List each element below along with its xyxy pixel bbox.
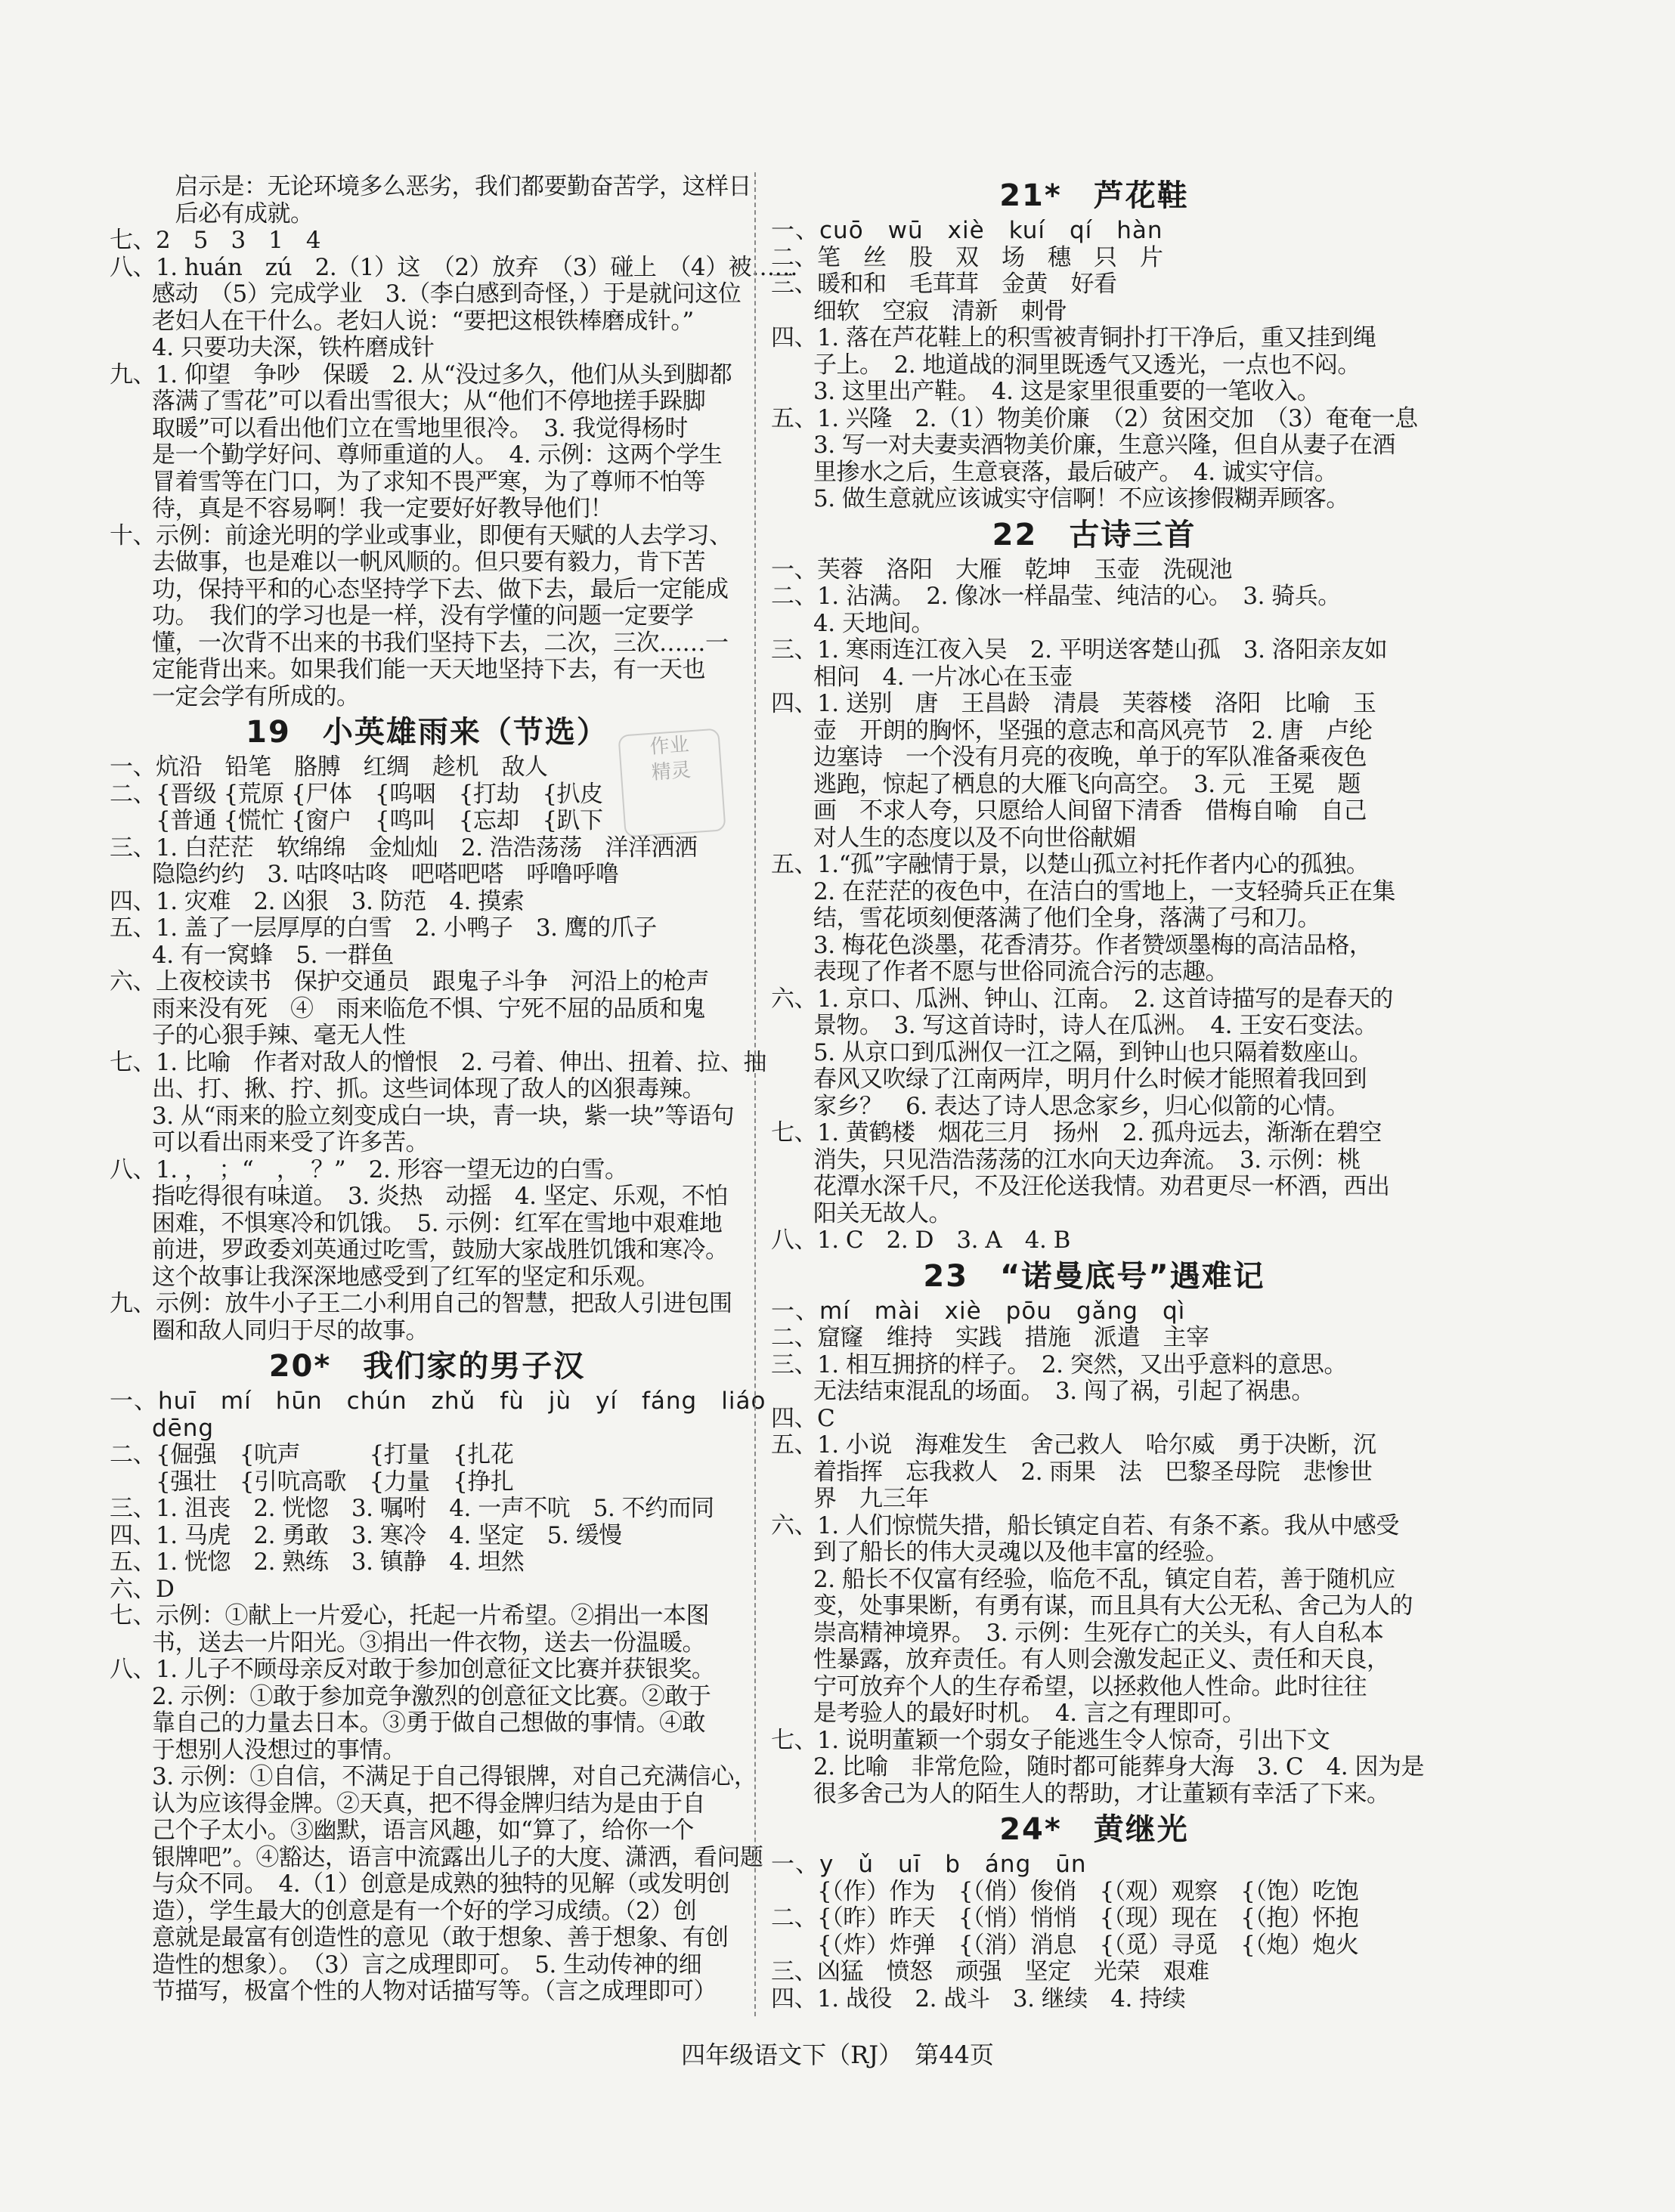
answer-line: 靠自己的力量去日本。③勇于做自己想做的事情。④敢 (152, 1709, 705, 1737)
answer-line: 五、1. 恍惚 2. 熟练 3. 镇静 4. 坦然 (110, 1548, 525, 1576)
right-column (771, 174, 1425, 2012)
answer-line: 六、1. 人们惊慌失措，船长镇定自若、有条不紊。我从中感受 (771, 1511, 1399, 1539)
answer-line: 4. 有一窝蜂 5. 一群鱼 (152, 941, 394, 969)
answer-line: 四、1. 灾难 2. 凶狠 3. 防范 4. 摸索 (110, 887, 525, 915)
answer-line: 3. 从“雨来的脸立刻变成白一块，青一块，紫一块”等语句 (152, 1102, 735, 1130)
answer-line: 对人生的态度以及不向世俗献媚 (813, 824, 1136, 852)
page-footer: 四年级语文下（RJ） 第44页 (681, 2040, 994, 2069)
answer-line: 感动 （5）完成学业 3.（李白感到奇怪，）于是就问这位 (152, 280, 742, 308)
section-heading: 23 “诺曼底号”遇难记 (923, 1258, 1265, 1294)
answer-line: 四、1. 送别 唐 王昌龄 清晨 芙蓉楼 洛阳 比喻 玉 (771, 690, 1376, 717)
answer-line: 启示是：无论环境多么恶劣，我们都要勤奋苦学，这样日 (152, 173, 751, 200)
answer-line: 逃跑，惊起了栖息的大雁飞向高空。 3. 元 王冕 题 (813, 770, 1361, 798)
answer-line: 结，雪花顷刻便落满了他们全身，落满了弓和刀。 (813, 905, 1320, 932)
answer-line: {（炸）炸弹 {（消）消息 {（觅）寻觅 {（炮）炮火 (771, 1931, 1359, 1959)
section-heading: 20* 我们家的男子汉 (268, 1349, 586, 1384)
answer-line: 九、1. 仰望 争吵 保暖 2. 从“没过多久，他们从头到脚都 (110, 360, 732, 388)
answer-line: 崇高精神境界。 3. 示例：生死存亡的关头，有人自私本 (813, 1619, 1384, 1647)
answer-line: 落满了雪花”可以看出雪很大；从“他们不停地搓手跺脚 (152, 388, 706, 415)
answer-line: 三、凶猛 愤怒 顽强 坚定 光荣 艰难 (771, 1958, 1209, 1985)
answer-line: 3. 这里出产鞋。 4. 这是家里很重要的一笔收入。 (813, 378, 1320, 405)
answer-line: 相问 4. 一片冰心在玉壶 (813, 663, 1073, 691)
answer-line: 5. 做生意就应该诚实守信啊！不应该掺假糊弄顾客。 (813, 485, 1349, 512)
answer-line: 造），学生最大的创意是有一个好的学习成绩。（2）创 (152, 1897, 697, 1925)
answer-line: 子的心狠手辣、毫无人性 (152, 1022, 406, 1049)
stamp-line-2: 精灵 (650, 759, 692, 784)
answer-line: 取暖”可以看出他们立在雪地里很冷。 3. 我觉得杨时 (152, 414, 688, 442)
answer-line: 七、1. 黄鹤楼 烟花三月 扬州 2. 孤舟远去，渐渐在碧空 (771, 1119, 1382, 1146)
answer-line: 老妇人在干什么。老妇人说：“要把这根铁棒磨成针。” (152, 307, 694, 335)
answer-line: 花潭水深千尺，不及汪伦送我情。劝君更尽一杯酒，西出 (813, 1173, 1390, 1200)
answer-line: 二、{（昨）昨天 {（悄）悄悄 {（现）现在 {（抱）怀抱 (771, 1904, 1359, 1932)
answer-line: 己个子太小。③幽默，语言风趣，如“算了，给你一个 (152, 1817, 694, 1844)
answer-line: 宁可放弃个人的生存希望，以拯救他人性命。此时往往 (813, 1672, 1367, 1700)
answer-line: 3. 示例：①自信，不满足于自己得银牌，对自己充满信心， (152, 1763, 757, 1790)
answer-line: dēng (152, 1414, 215, 1442)
answer-line: 2. 示例：①敢于参加竞争激烈的创意征文比赛。②敢于 (152, 1682, 711, 1710)
answer-line: 消失，只见浩浩荡荡的江水向天边奔流。 3. 示例：桃 (813, 1146, 1361, 1174)
answer-line: 造性的想象）。 （3）言之成理即可。 5. 生动传神的细 (152, 1951, 702, 1978)
section-heading: 19 小英雄雨来（节选） (246, 715, 608, 750)
answer-line: 一、cuō wū xiè kuí qí hàn (771, 217, 1163, 244)
section-heading: 22 古诗三首 (992, 517, 1197, 552)
answer-line: 七、1. 比喻 作者对敌人的憎恨 2. 弓着、伸出、扭着、拉、抽 (110, 1048, 766, 1076)
answer-line: 三、1. 寒雨连江夜入吴 2. 平明送客楚山孤 3. 洛阳亲友如 (771, 636, 1388, 664)
answer-line: 功，保持平和的心态坚持学下去、做下去，最后一定能成 (152, 575, 729, 603)
column-divider (754, 172, 756, 2016)
answer-line: 二、{倔强 {吭声 {打量 {扎花 (110, 1441, 514, 1468)
answer-line: 隐隐约约 3. 咕咚咕咚 吧嗒吧嗒 呼噜呼噜 (152, 861, 619, 888)
answer-line: 3. 梅花色淡墨，花香清芬。作者赞颂墨梅的高洁品格， (813, 931, 1373, 959)
answer-line: 细软 空寂 清新 刺骨 (813, 297, 1067, 325)
answer-line: 到了船长的伟大灵魂以及他丰富的经验。 (813, 1539, 1228, 1566)
answer-line: 定能背出来。如果我们能一天天地坚持下去，有一天也 (152, 656, 705, 683)
answer-line: 六、上夜校读书 保护交通员 跟鬼子斗争 河沿上的枪声 (110, 968, 709, 995)
answer-line: 与众不同。 4.（1）创意是成熟的独特的见解（或发明创 (152, 1870, 730, 1898)
answer-line: 困难，不惧寒冷和饥饿。 5. 示例：红军在雪地中艰难地 (152, 1209, 723, 1237)
answer-line: {强壮 {引吭高歌 {力量 {挣扎 (110, 1468, 514, 1496)
answer-line: 是一个勤学好问、尊师重道的人。 4. 示例：这两个学生 (152, 441, 723, 469)
answer-line: 五、1. 小说 海难发生 舍己救人 哈尔威 勇于决断，沉 (771, 1431, 1376, 1459)
answer-line: 意就是最富有创造性的意见（敢于想象、善于想象、有创 (152, 1924, 729, 1951)
answer-line: 功。 我们的学习也是一样，没有学懂的问题一定要学 (152, 602, 694, 630)
answer-line: 三、1. 白茫茫 软绵绵 金灿灿 2. 浩浩荡荡 洋洋洒洒 (110, 834, 698, 862)
answer-line: 画 不求人夸，只愿给人间留下清香 借梅自喻 自己 (813, 797, 1367, 824)
answer-line: 一、芙蓉 洛阳 大雁 乾坤 玉壶 洗砚池 (771, 555, 1232, 583)
answer-line: 春风又吹绿了江南两岸，明月什么时候才能照着我回到 (813, 1066, 1367, 1093)
answer-line: 后必有成就。 (152, 200, 314, 227)
answer-line: 一、mí mài xiè pōu gǎng qì (771, 1297, 1186, 1325)
answer-line: 六、D (110, 1575, 175, 1603)
answer-line: 四、C (771, 1404, 835, 1432)
answer-line: 4. 天地间。 (813, 609, 934, 637)
answer-line: 雨来没有死 ④ 雨来临危不惧、宁死不屈的品质和鬼 (152, 995, 705, 1022)
answer-line: 四、1. 战役 2. 战斗 3. 继续 4. 持续 (771, 1985, 1186, 2012)
answer-line: 四、1. 马虎 2. 勇敢 3. 寒冷 4. 坚定 5. 缓慢 (110, 1521, 622, 1549)
answer-line: 二、窟窿 维持 实践 措施 派遣 主宰 (771, 1324, 1209, 1351)
answer-line: 一、huī mí hūn chún zhǔ fù jù yí fáng liáo (110, 1388, 766, 1415)
answer-line: 八、1. huán zú 2.（1）这 （2）放弃 （3）碰上 （4）被…… (110, 253, 798, 281)
answer-line: 七、1. 说明董颖一个弱女子能逃生令人惊奇，引出下文 (771, 1726, 1330, 1754)
stamp-line-1: 作业 (649, 733, 690, 759)
left-column (110, 173, 798, 2006)
answer-line: 七、2 5 3 1 4 (110, 227, 321, 254)
answer-line: 边塞诗 一个没有月亮的夜晚，单于的军队准备乘夜色 (813, 744, 1367, 771)
answer-line: 圈和敌人同归于尽的故事。 (152, 1316, 429, 1344)
answer-line: 可以看出雨来受了许多苦。 (152, 1129, 429, 1156)
answer-line: 四、1. 落在芦花鞋上的积雪被青铜扑打干净后，重又挂到绳 (771, 324, 1376, 351)
answer-line: 5. 从京口到瓜洲仅一江之隔，到钟山也只隔着数座山。 (813, 1038, 1373, 1066)
answer-line: 一、y ǔ uī b áng ūn (771, 1851, 1087, 1878)
answer-line: 八、1. C 2. D 3. A 4. B (771, 1227, 1070, 1254)
answer-line: 着指挥 忘我救人 2. 雨果 法 巴黎圣母院 悲惨世 (813, 1458, 1373, 1486)
answer-line: 银牌吧”。④豁达，语言中流露出儿子的大度、潇洒，看问题 (152, 1843, 763, 1871)
answer-line: 冒着雪等在门口，为了求知不畏严寒，为了尊师不怕等 (152, 468, 705, 496)
answer-line: 无法结束混乱的场面。 3. 闯了祸，引起了祸患。 (813, 1378, 1314, 1405)
answer-line: 书，送去一片阳光。③捐出一件衣物，送去一份温暖。 (152, 1629, 705, 1657)
answer-line: 这个故事让我深深地感受到了红军的坚定和乐观。 (152, 1263, 659, 1291)
answer-line: {普通 {慌忙 {窗户 {鸣叫 {忘却 {趴下 (110, 807, 603, 834)
answer-line: 五、1. 盖了一层厚厚的白雪 2. 小鸭子 3. 鹰的爪子 (110, 914, 657, 942)
answer-line: 懂，一次背不出来的书我们坚持下去，二次，三次……一 (152, 629, 729, 657)
answer-line: 变，处事果断，有勇有谋，而且具有大公无私、舍己为人的 (813, 1592, 1413, 1620)
answer-line: 待，真是不容易啊！我一定要好好教导他们！ (152, 495, 613, 522)
answer-line: 五、1.“孤”字融情于景，以楚山孤立衬托作者内心的孤独。 (771, 851, 1370, 878)
answer-line: 七、示例：①献上一片爱心，托起一片希望。②捐出一本图 (110, 1602, 709, 1629)
answer-line: 里掺水之后，生意衰落，最后破产。 4. 诚实守信。 (813, 458, 1338, 486)
answer-line: {（作）作为 {（俏）俊俏 {（观）观察 {（饱）吃饱 (771, 1877, 1359, 1905)
answer-line: 景物。 3. 写这首诗时，诗人在瓜洲。 4. 王安石变法。 (813, 1012, 1378, 1039)
answer-line: 2. 在茫茫的夜色中，在洁白的雪地上，一支轻骑兵正在集 (813, 877, 1395, 905)
answer-line: 前进，罗政委刘英通过吃雪，鼓励大家战胜饥饿和寒冷。 (152, 1236, 729, 1264)
answer-line: 二、{晋级 {荒原 {尸体 {呜咽 {打劫 {扒皮 (110, 780, 603, 808)
answer-line: 指吃得很有味道。 3. 炎热 动摇 4. 坚定、乐观，不怕 (152, 1183, 728, 1210)
section-heading: 21* 芦花鞋 (999, 178, 1189, 213)
answer-line: 于想别人没想过的事情。 (152, 1736, 406, 1764)
answer-line: 阳关无故人。 (813, 1199, 952, 1227)
answer-line: 4. 只要功夫深，铁杵磨成针 (152, 334, 435, 361)
answer-line: 2. 船长不仅富有经验，临危不乱，镇定自若，善于随机应 (813, 1565, 1395, 1593)
answer-line: 很多舍己为人的陌生人的帮助，才让董颖有幸活了下来。 (813, 1780, 1390, 1808)
watermark-stamp (618, 728, 726, 837)
answer-line: 3. 写一对夫妻卖酒物美价廉，生意兴隆，但自从妻子在酒 (813, 432, 1395, 459)
answer-line: 2. 比喻 非常危险，随时都可能葬身大海 3. C 4. 因为是 (813, 1753, 1425, 1780)
answer-line: 五、1. 兴隆 2.（1）物美价廉 （2）贫困交加 （3）奄奄一息 (771, 404, 1418, 432)
answer-line: 去做事，也是难以一帆风顺的。但只要有毅力，肯下苦 (152, 549, 705, 576)
answer-line: 二、1. 沾满。 2. 像冰一样晶莹、纯洁的心。 3. 骑兵。 (771, 583, 1341, 610)
answer-line: 认为应该得金牌。②天真，把不得金牌归结为是由于自 (152, 1790, 705, 1818)
answer-line: 十、示例：前途光明的学业或事业，即便有天赋的人去学习、 (110, 521, 732, 549)
answer-line: 表现了作者不愿与世俗同流合污的志趣。 (813, 958, 1228, 985)
answer-line: 三、暖和和 毛茸茸 金黄 好看 (771, 271, 1117, 298)
section-heading: 24* 黄继光 (999, 1812, 1189, 1847)
answer-line: 节描写，极富个性的人物对话描写等。（言之成理即可） (152, 1978, 717, 2005)
answer-line: 一定会学有所成的。 (152, 682, 360, 710)
answer-line: 一、炕沿 铅笔 胳膊 红绸 趁机 敌人 (110, 753, 548, 781)
answer-line: 性暴露，放弃责任。有人则会激发起正义、责任和天良， (813, 1646, 1390, 1673)
answer-line: 界 九三年 (813, 1485, 929, 1512)
answer-line: 出、打、揪、拧、抓。这些词体现了敌人的凶狠毒辣。 (152, 1075, 705, 1103)
answer-line: 是考验人的最好时机。 4. 言之有理即可。 (813, 1700, 1246, 1727)
answer-line: 六、1. 京口、瓜洲、钟山、江南。 2. 这首诗描写的是春天的 (771, 985, 1393, 1013)
answer-line: 三、1. 沮丧 2. 恍惚 3. 嘱咐 4. 一声不吭 5. 不约而同 (110, 1495, 714, 1522)
answer-line: 八、1. 儿子不顾母亲反对敢于参加创意征文比赛并获银奖。 (110, 1656, 715, 1683)
answer-line: 子上。 2. 地道战的洞里既透气又透光，一点也不闷。 (813, 351, 1361, 379)
answer-line: 壶 开朗的胸怀，坚强的意志和高风亮节 2. 唐 卢纶 (813, 716, 1373, 744)
answer-line: 二、笔 丝 股 双 场 穗 只 片 (771, 243, 1163, 271)
answer-line: 三、1. 相互拥挤的样子。 2. 突然，又出乎意料的意思。 (771, 1350, 1347, 1378)
answer-line: 八、1. ， ；“ ， ？” 2. 形容一望无边的白雪。 (110, 1155, 628, 1183)
answer-line: 家乡？ 6. 表达了诗人思念家乡，归心似箭的心情。 (813, 1092, 1349, 1120)
answer-line: 九、示例：放牛小子王二小利用自己的智慧，把敌人引进包围 (110, 1290, 732, 1317)
